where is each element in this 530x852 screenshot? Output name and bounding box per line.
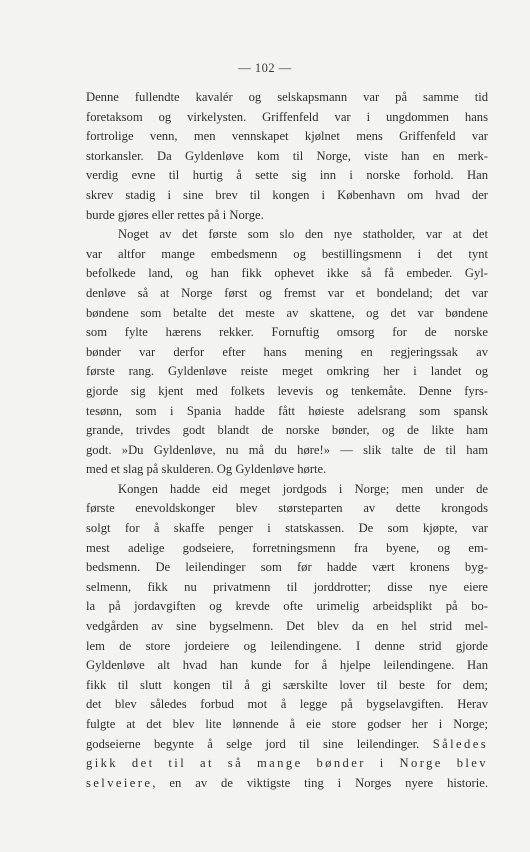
- text-line: skrev stadig i sine brev til kongen i København om hvad der: [86, 187, 488, 202]
- text-line: foretaksom og virkelysten. Griffenfeld var i ungdommen hans: [86, 109, 488, 124]
- text-line: befolkede land, og han fikk ophevet ikke så få embeder. Gyl-: [86, 266, 488, 281]
- text-line: bøndene som betalte det meste av skattene, og det var bøndene: [86, 305, 488, 320]
- text-line: storkansler. Da Gyldenløve kom til Norge, viste han en merk-: [86, 148, 488, 163]
- text-line: var altfor mange embedsmenn og bestillingsmenn i det tynt: [86, 246, 488, 261]
- body-text: [86, 88, 488, 793]
- text-line: la på jordavgiften og krevde ofte urimelig arbeidsplikt på bo-: [86, 599, 488, 614]
- page-number: — 102 —: [238, 61, 292, 75]
- text-line: Noget av det første som slo den nye statholder, var at det: [118, 227, 488, 242]
- text-line: solgt for å skaffe penger i statskassen. De som kjøpte, var: [86, 521, 488, 536]
- text-line: selveiere, en av de viktigste ting i Norges nyere historie.: [86, 775, 488, 790]
- text-line: lem de store jordeiere og leilendingene. I denne strid gjorde: [86, 638, 488, 653]
- text-line: med et slag på skulderen. Og Gyldenløve hørte.: [86, 462, 327, 477]
- emphasized-text: selveiere: [86, 775, 153, 790]
- text-line: fikk til slutt kongen til å gi særskilte lover til beste for dem;: [86, 677, 488, 692]
- text-line: verdig evne til hurtig å sette sig inn i norske forhold. Han: [86, 168, 488, 183]
- text-line: første rang. Gyldenløve reiste meget omkring her i landet og: [86, 364, 488, 379]
- text-line: første enevoldskonger blev størsteparten av dette krongods: [86, 501, 488, 516]
- text-line: bedsmenn. De leilendinger som før hadde vært kronens byg-: [86, 560, 488, 575]
- emphasized-text: Således: [432, 736, 488, 751]
- text-line: fortrolige venn, men vennskapet kjølnet mens Griffenfeld var: [86, 129, 488, 144]
- text-line: denløve så at Norge først og fremst var et bondeland; det var: [86, 285, 488, 300]
- text-line: grande, trivdes godt blandt de norske bønder, og de likte ham: [86, 423, 488, 438]
- text-line: burde gjøres eller rettes på i Norge.: [86, 207, 264, 222]
- text-line: det blev således forbud mot å legge på bygselavgiften. Herav: [86, 697, 488, 712]
- text-line: fulgte at det blev lite lønnende å eie store godser her i Norge;: [86, 717, 488, 731]
- text-line: Gyldenløve alt hvad han kunde for å hjelpe leilendingene. Han: [86, 658, 488, 673]
- emphasized-text: gikk det til at så mange bønder i Norge blev: [86, 756, 488, 771]
- text-line: selmenn, fikk nu privatmenn til jorddrotter; disse nye eiere: [86, 579, 488, 594]
- text-line: godt. »Du Gyldenløve, nu må du høre!» — slik talte de til ham: [86, 442, 488, 457]
- text-line: godseierne begynte å selge jord til sine leilendinger. Således: [86, 736, 488, 751]
- text-line: bønder var derfor efter hans mening en regjeringssak av: [86, 344, 488, 359]
- text-line: Kongen hadde eid meget jordgods i Norge; men under de: [118, 481, 488, 496]
- text-line: gjorde sig kjent med folkets levevis og tenkemåte. Denne fyrs-: [86, 383, 488, 398]
- text-line: [86, 754, 488, 774]
- text-line: mest adelige godseiere, forretningsmenn fra byene, og em-: [86, 540, 488, 555]
- text-line: vedgården av sine bygselmenn. Det blev da en hel strid mel-: [86, 619, 488, 634]
- text-line: tesønn, som i Spania hadde fått høieste adelsrang som spansk: [86, 403, 488, 418]
- text-line: som fylte hærens rekker. Fornuftig omsorg for de norske: [86, 325, 488, 340]
- text-line: Denne fullendte kavalér og selskapsmann var på samme tid: [86, 90, 488, 104]
